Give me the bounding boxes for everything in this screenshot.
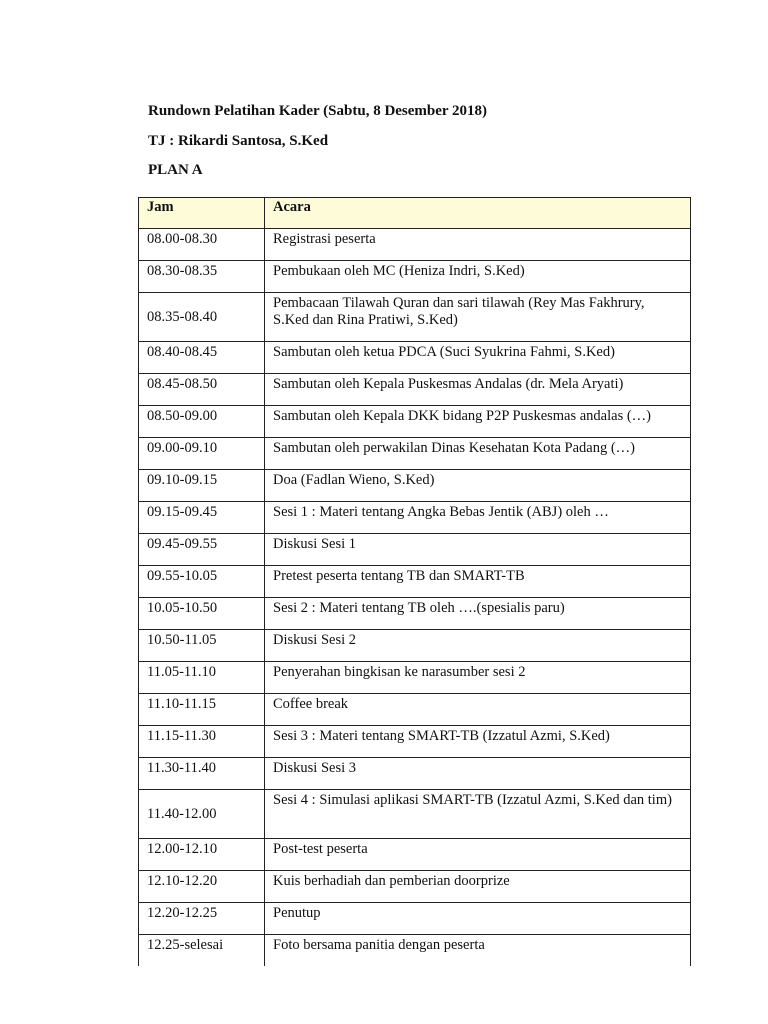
time-cell: 12.25-selesai — [139, 935, 265, 967]
schedule-table — [138, 197, 691, 966]
table-row — [139, 502, 691, 534]
table-row — [139, 598, 691, 630]
time-cell: 11.05-11.10 — [139, 662, 265, 694]
event-cell: Foto bersama panitia dengan peserta — [265, 935, 691, 967]
event-cell: Post-test peserta — [265, 839, 691, 871]
event-cell: Doa (Fadlan Wieno, S.Ked) — [265, 470, 691, 502]
time-cell: 09.10-09.15 — [139, 470, 265, 502]
table-row — [139, 293, 691, 342]
time-cell: 09.55-10.05 — [139, 566, 265, 598]
time-cell: 09.00-09.10 — [139, 438, 265, 470]
responsible-person: TJ : Rikardi Santosa, S.Ked — [148, 133, 329, 149]
table-row — [139, 229, 691, 261]
table-header-row — [139, 198, 691, 229]
table-row — [139, 342, 691, 374]
event-cell: Pembukaan oleh MC (Heniza Indri, S.Ked) — [265, 261, 691, 293]
event-cell: Pretest peserta tentang TB dan SMART-TB — [265, 566, 691, 598]
table-row — [139, 374, 691, 406]
table-row — [139, 406, 691, 438]
event-cell: Sambutan oleh ketua PDCA (Suci Syukrina Fahmi, S.Ked) — [265, 342, 691, 374]
document-title: Rundown Pelatihan Kader (Sabtu, 8 Desember 2018) — [148, 103, 488, 119]
time-cell: 11.40-12.00 — [139, 790, 265, 839]
table-row — [139, 726, 691, 758]
time-cell: 12.10-12.20 — [139, 871, 265, 903]
time-cell: 10.05-10.50 — [139, 598, 265, 630]
time-cell: 08.45-08.50 — [139, 374, 265, 406]
event-cell: Diskusi Sesi 2 — [265, 630, 691, 662]
table-row — [139, 261, 691, 293]
event-cell: Sesi 3 : Materi tentang SMART-TB (Izzatul Azmi, S.Ked) — [265, 726, 691, 758]
time-cell: 11.10-11.15 — [139, 694, 265, 726]
column-header-event: Acara — [265, 198, 691, 229]
time-cell: 11.30-11.40 — [139, 758, 265, 790]
time-cell: 10.50-11.05 — [139, 630, 265, 662]
event-cell: Penutup — [265, 903, 691, 935]
event-cell: Coffee break — [265, 694, 691, 726]
time-cell: 09.15-09.45 — [139, 502, 265, 534]
table-row — [139, 839, 691, 871]
event-cell: Sambutan oleh perwakilan Dinas Kesehatan Kota Padang (…) — [265, 438, 691, 470]
event-cell: Sambutan oleh Kepala DKK bidang P2P Puskesmas andalas (…) — [265, 406, 691, 438]
time-cell: 09.45-09.55 — [139, 534, 265, 566]
time-cell: 08.35-08.40 — [139, 293, 265, 342]
time-cell: 08.00-08.30 — [139, 229, 265, 261]
table-row — [139, 790, 691, 839]
event-cell: Registrasi peserta — [265, 229, 691, 261]
table-row — [139, 758, 691, 790]
time-cell: 11.15-11.30 — [139, 726, 265, 758]
event-cell: Sesi 4 : Simulasi aplikasi SMART-TB (Izzatul Azmi, S.Ked dan tim) — [265, 790, 691, 839]
table-row — [139, 438, 691, 470]
event-cell: Kuis berhadiah dan pemberian doorprize — [265, 871, 691, 903]
column-header-time: Jam — [139, 198, 265, 229]
table-row — [139, 903, 691, 935]
event-cell: Diskusi Sesi 1 — [265, 534, 691, 566]
table-row — [139, 935, 691, 967]
event-cell: Diskusi Sesi 3 — [265, 758, 691, 790]
table-row — [139, 566, 691, 598]
event-cell: Penyerahan bingkisan ke narasumber sesi 2 — [265, 662, 691, 694]
event-cell: Sesi 2 : Materi tentang TB oleh ….(spesialis paru) — [265, 598, 691, 630]
event-cell: Pembacaan Tilawah Quran dan sari tilawah (Rey Mas Fakhrury, S.Ked dan Rina Pratiwi, S.Ked) — [265, 293, 691, 342]
table-row — [139, 470, 691, 502]
time-cell: 08.50-09.00 — [139, 406, 265, 438]
time-cell: 08.40-08.45 — [139, 342, 265, 374]
table-row — [139, 534, 691, 566]
table-row — [139, 662, 691, 694]
table-row — [139, 694, 691, 726]
time-cell: 08.30-08.35 — [139, 261, 265, 293]
table-row — [139, 871, 691, 903]
event-cell: Sambutan oleh Kepala Puskesmas Andalas (dr. Mela Aryati) — [265, 374, 691, 406]
time-cell: 12.20-12.25 — [139, 903, 265, 935]
time-cell: 12.00-12.10 — [139, 839, 265, 871]
plan-label: PLAN A — [148, 162, 203, 178]
table-row — [139, 630, 691, 662]
event-cell: Sesi 1 : Materi tentang Angka Bebas Jentik (ABJ) oleh … — [265, 502, 691, 534]
